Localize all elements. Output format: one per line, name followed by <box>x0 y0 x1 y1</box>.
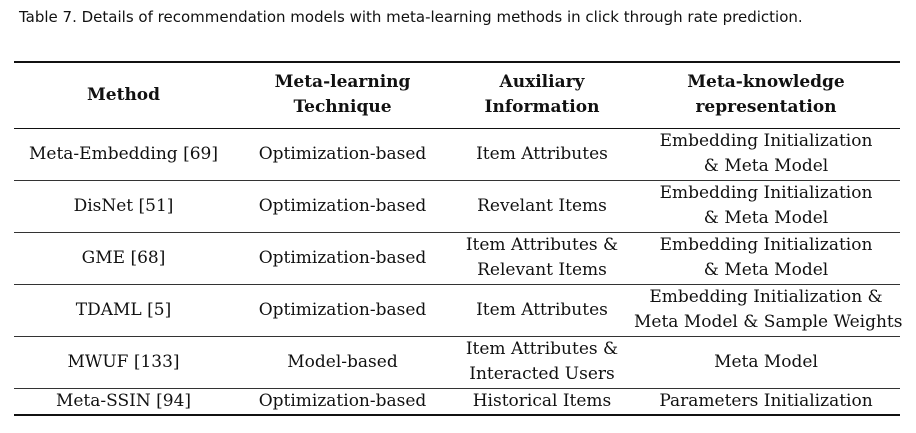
representation-line: Embedding Initialization <box>659 131 873 151</box>
technique-cell: Optimization-based <box>258 299 427 320</box>
representation-cell <box>632 336 900 388</box>
models-table <box>14 61 903 416</box>
table-row <box>14 284 900 336</box>
technique-cell: Optimization-based <box>258 143 427 164</box>
auxiliary-cell <box>452 284 632 336</box>
auxiliary-cell <box>452 232 632 284</box>
table-header <box>14 62 900 128</box>
representation-line: & Meta Model <box>703 208 829 228</box>
representation-line: & Meta Model <box>703 156 829 176</box>
header-auxiliary <box>452 62 632 128</box>
method-cell: Meta-SSIN [94] <box>55 390 192 411</box>
auxiliary-line: Revelant Items <box>477 195 607 216</box>
header-representation-line-2: representation <box>695 97 837 118</box>
auxiliary-line: Item Attributes <box>476 143 608 164</box>
representation-cell <box>632 388 900 415</box>
header-representation-line-1: Meta-knowledge <box>687 72 845 93</box>
technique-cell: Model-based <box>287 351 398 372</box>
auxiliary-cell <box>452 388 632 415</box>
table-row <box>14 336 900 388</box>
header-auxiliary-line-2: Information <box>484 97 600 118</box>
auxiliary-line: Item Attributes & <box>465 339 619 359</box>
header-technique <box>233 62 452 128</box>
representation-cell <box>632 284 903 336</box>
representation-cell <box>632 180 900 232</box>
method-cell: DisNet [51] <box>73 195 174 216</box>
representation-cell <box>632 128 900 180</box>
auxiliary-line: Item Attributes <box>476 299 608 320</box>
header-method-line: Method <box>86 84 161 105</box>
technique-cell: Optimization-based <box>258 247 427 268</box>
table-row <box>14 180 900 232</box>
table-caption: Table 7. Details of recommendation models with meta-learning methods in click through rate prediction. <box>19 8 803 26</box>
representation-line: Meta Model & Sample Weights <box>634 312 903 332</box>
representation-line: & Meta Model <box>703 260 829 280</box>
header-method <box>14 62 233 128</box>
representation-line: Embedding Initialization <box>659 183 873 203</box>
auxiliary-cell <box>452 180 632 232</box>
table-row <box>14 388 900 415</box>
representation-line: Meta Model <box>714 351 818 372</box>
table-row <box>14 128 900 180</box>
auxiliary-cell <box>452 336 632 388</box>
table-row <box>14 232 900 284</box>
header-technique-line-1: Meta-learning <box>274 72 411 93</box>
auxiliary-line: Relevant Items <box>477 260 607 280</box>
auxiliary-cell <box>452 128 632 180</box>
representation-cell <box>632 232 900 284</box>
representation-line: Parameters Initialization <box>659 390 873 411</box>
header-representation <box>632 62 900 128</box>
method-cell: TDAML [5] <box>75 299 172 320</box>
header-row <box>14 62 900 128</box>
technique-cell: Optimization-based <box>258 390 427 411</box>
header-technique-line-2: Technique <box>293 97 392 118</box>
representation-line: Embedding Initialization <box>659 235 873 255</box>
auxiliary-line: Item Attributes & <box>465 235 619 255</box>
header-auxiliary-line-1: Auxiliary <box>499 72 585 93</box>
method-cell: MWUF [133] <box>67 351 180 372</box>
auxiliary-line: Historical Items <box>472 390 612 411</box>
method-cell: GME [68] <box>81 247 166 268</box>
auxiliary-line: Interacted Users <box>469 364 615 384</box>
technique-cell: Optimization-based <box>258 195 427 216</box>
representation-line: Embedding Initialization & <box>649 287 883 307</box>
method-cell: Meta-Embedding [69] <box>29 143 218 164</box>
